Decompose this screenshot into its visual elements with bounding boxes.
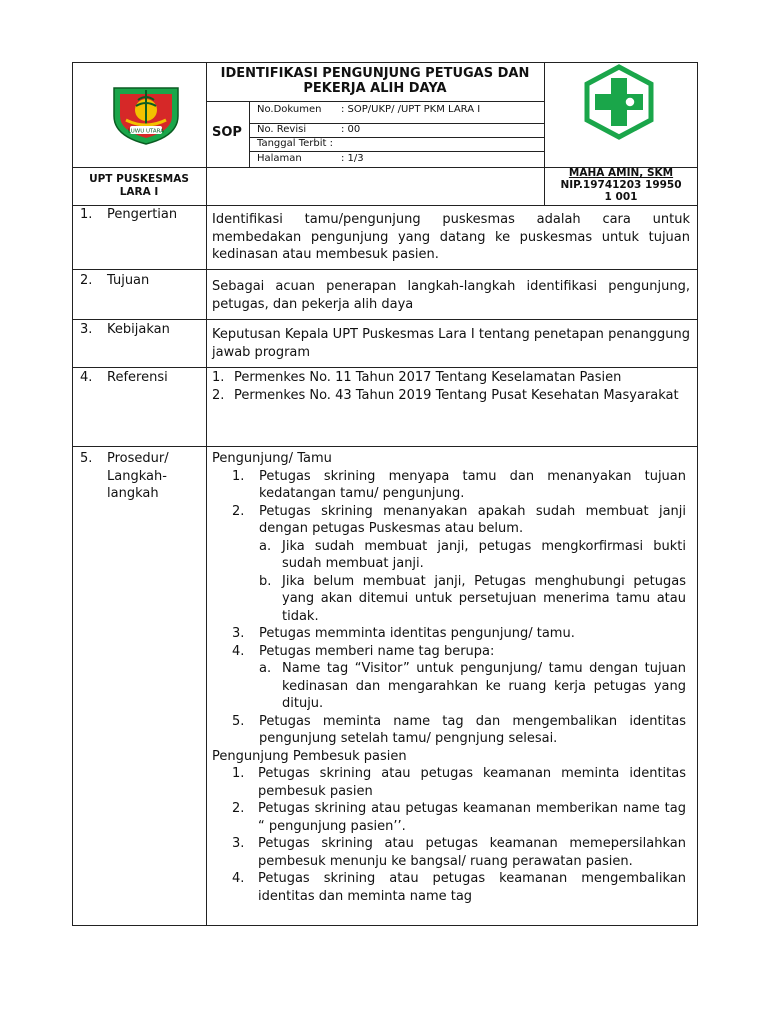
divider [206, 101, 544, 102]
list-item: a. Name tag “Visitor” untuk pengunjung/ tamu dengan tujuan kedinasan dan mengarahkan ke ruang kerja petugas yang dituju. [259, 661, 686, 711]
divider [72, 367, 698, 368]
meta-revision: No. Revisi : 00 [257, 124, 361, 135]
list-item: 2. Petugas skrining menanyakan apakah sudah membuat janji dengan petugas Puskesmas atau belum. [232, 503, 686, 536]
signer-name: MAHA AMIN, SKM [568, 167, 674, 179]
list-item: 3. Petugas skrining atau petugas keamanan memepersilahkan pembesuk menunju ke bangsal/ ruang perawatan pasien. [232, 836, 686, 869]
section-text-kebijakan: Keputusan Kepala UPT Puskesmas Lara I tentang penetapan penanggung jawab program [212, 327, 690, 360]
section-label-referensi: 4. Referensi [80, 370, 168, 385]
signer-block: MAHA AMIN, SKM NIP.19741203 19950 1 001 [545, 167, 697, 203]
document-title: IDENTIFIKASI PENGUNJUNG PETUGAS DAN PEKERJA ALIH DAYA [220, 66, 530, 96]
list-item: 2. Petugas skrining atau petugas keamanan memberikan name tag “ pengunjung pasien’’. [232, 801, 686, 834]
divider [72, 269, 698, 270]
list-item: 1. Petugas skrining atau petugas keamanan meminta identitas pembesuk pasien [232, 766, 686, 799]
divider [249, 151, 544, 152]
section-label-tujuan: 2. Tujuan [80, 273, 150, 288]
group-title-patient-visitor: Pengunjung Pembesuk pasien [212, 748, 407, 764]
list-item: 3. Petugas memminta identitas pengunjung/ tamu. [232, 626, 575, 641]
section-label-pengertian: 1. Pengertian [80, 207, 178, 222]
procedure-list [212, 450, 686, 905]
meta-page: Halaman : 1/3 [257, 153, 364, 164]
divider [72, 446, 698, 447]
group-title-visitor: Pengunjung/ Tamu [212, 451, 332, 466]
regency-logo [108, 80, 184, 150]
list-item: b. Jika belum membuat janji, Petugas menghubungi petugas yang akan ditemui untuk persetujuan menerima tamu atau tidak. [259, 573, 686, 624]
reference-list [212, 369, 690, 404]
sop-label: SOP [212, 125, 242, 140]
meta-doc-number: No.Dokumen : SOP/UKP/ /UPT PKM LARA I [257, 104, 481, 115]
puskesmas-cross-logo-icon [583, 64, 655, 144]
signer-nip: NIP.19741203 19950 [560, 179, 682, 191]
divider [249, 101, 250, 167]
list-item: 2. Permenkes No. 43 Tahun 2019 Tentang Pusat Kesehatan Masyarakat [212, 387, 679, 403]
section-label-kebijakan: 3. Kebijakan [80, 322, 170, 337]
svg-text:LUWU UTARA: LUWU UTARA [127, 128, 165, 135]
unit-name: UPT PUSKESMAS LARA I [89, 173, 189, 198]
divider [72, 319, 698, 320]
section-text-tujuan: Sebagai acuan penerapan langkah-langkah identifikasi pengunjung, petugas, dan pekerja alih daya [212, 279, 690, 312]
section-label-prosedur: 5. Prosedur/ Langkah- langkah [80, 451, 169, 501]
list-item: 5. Petugas meminta name tag dan mengembalikan identitas pengunjung setelah tamu/ pengnjung selesai. [232, 713, 686, 746]
list-item: 1. Petugas skrining menyapa tamu dan menanyakan tujuan kedatangan tamu/ pengunjung. [232, 468, 686, 501]
list-item: 4. Petugas skrining atau petugas keamanan mengembalikan identitas dan meminta name tag [232, 871, 686, 904]
divider [206, 205, 207, 926]
section-text-pengertian: Identifikasi tamu/pengunjung puskesmas adalah cara untuk membedakan pengunjung yang datang ke puskesmas untuk tujuan kedinasan atau membesuk pasien. [212, 212, 690, 262]
list-item: 1. Permenkes No. 11 Tahun 2017 Tentang Keselamatan Pasien [212, 370, 622, 385]
list-item: 4. Petugas memberi name tag berupa: [232, 643, 495, 659]
list-item: a. Jika sudah membuat janji, petugas mengkorfirmasi bukti sudah membuat janji. [259, 538, 686, 571]
meta-issue-date: Tanggal Terbit : [257, 138, 333, 149]
